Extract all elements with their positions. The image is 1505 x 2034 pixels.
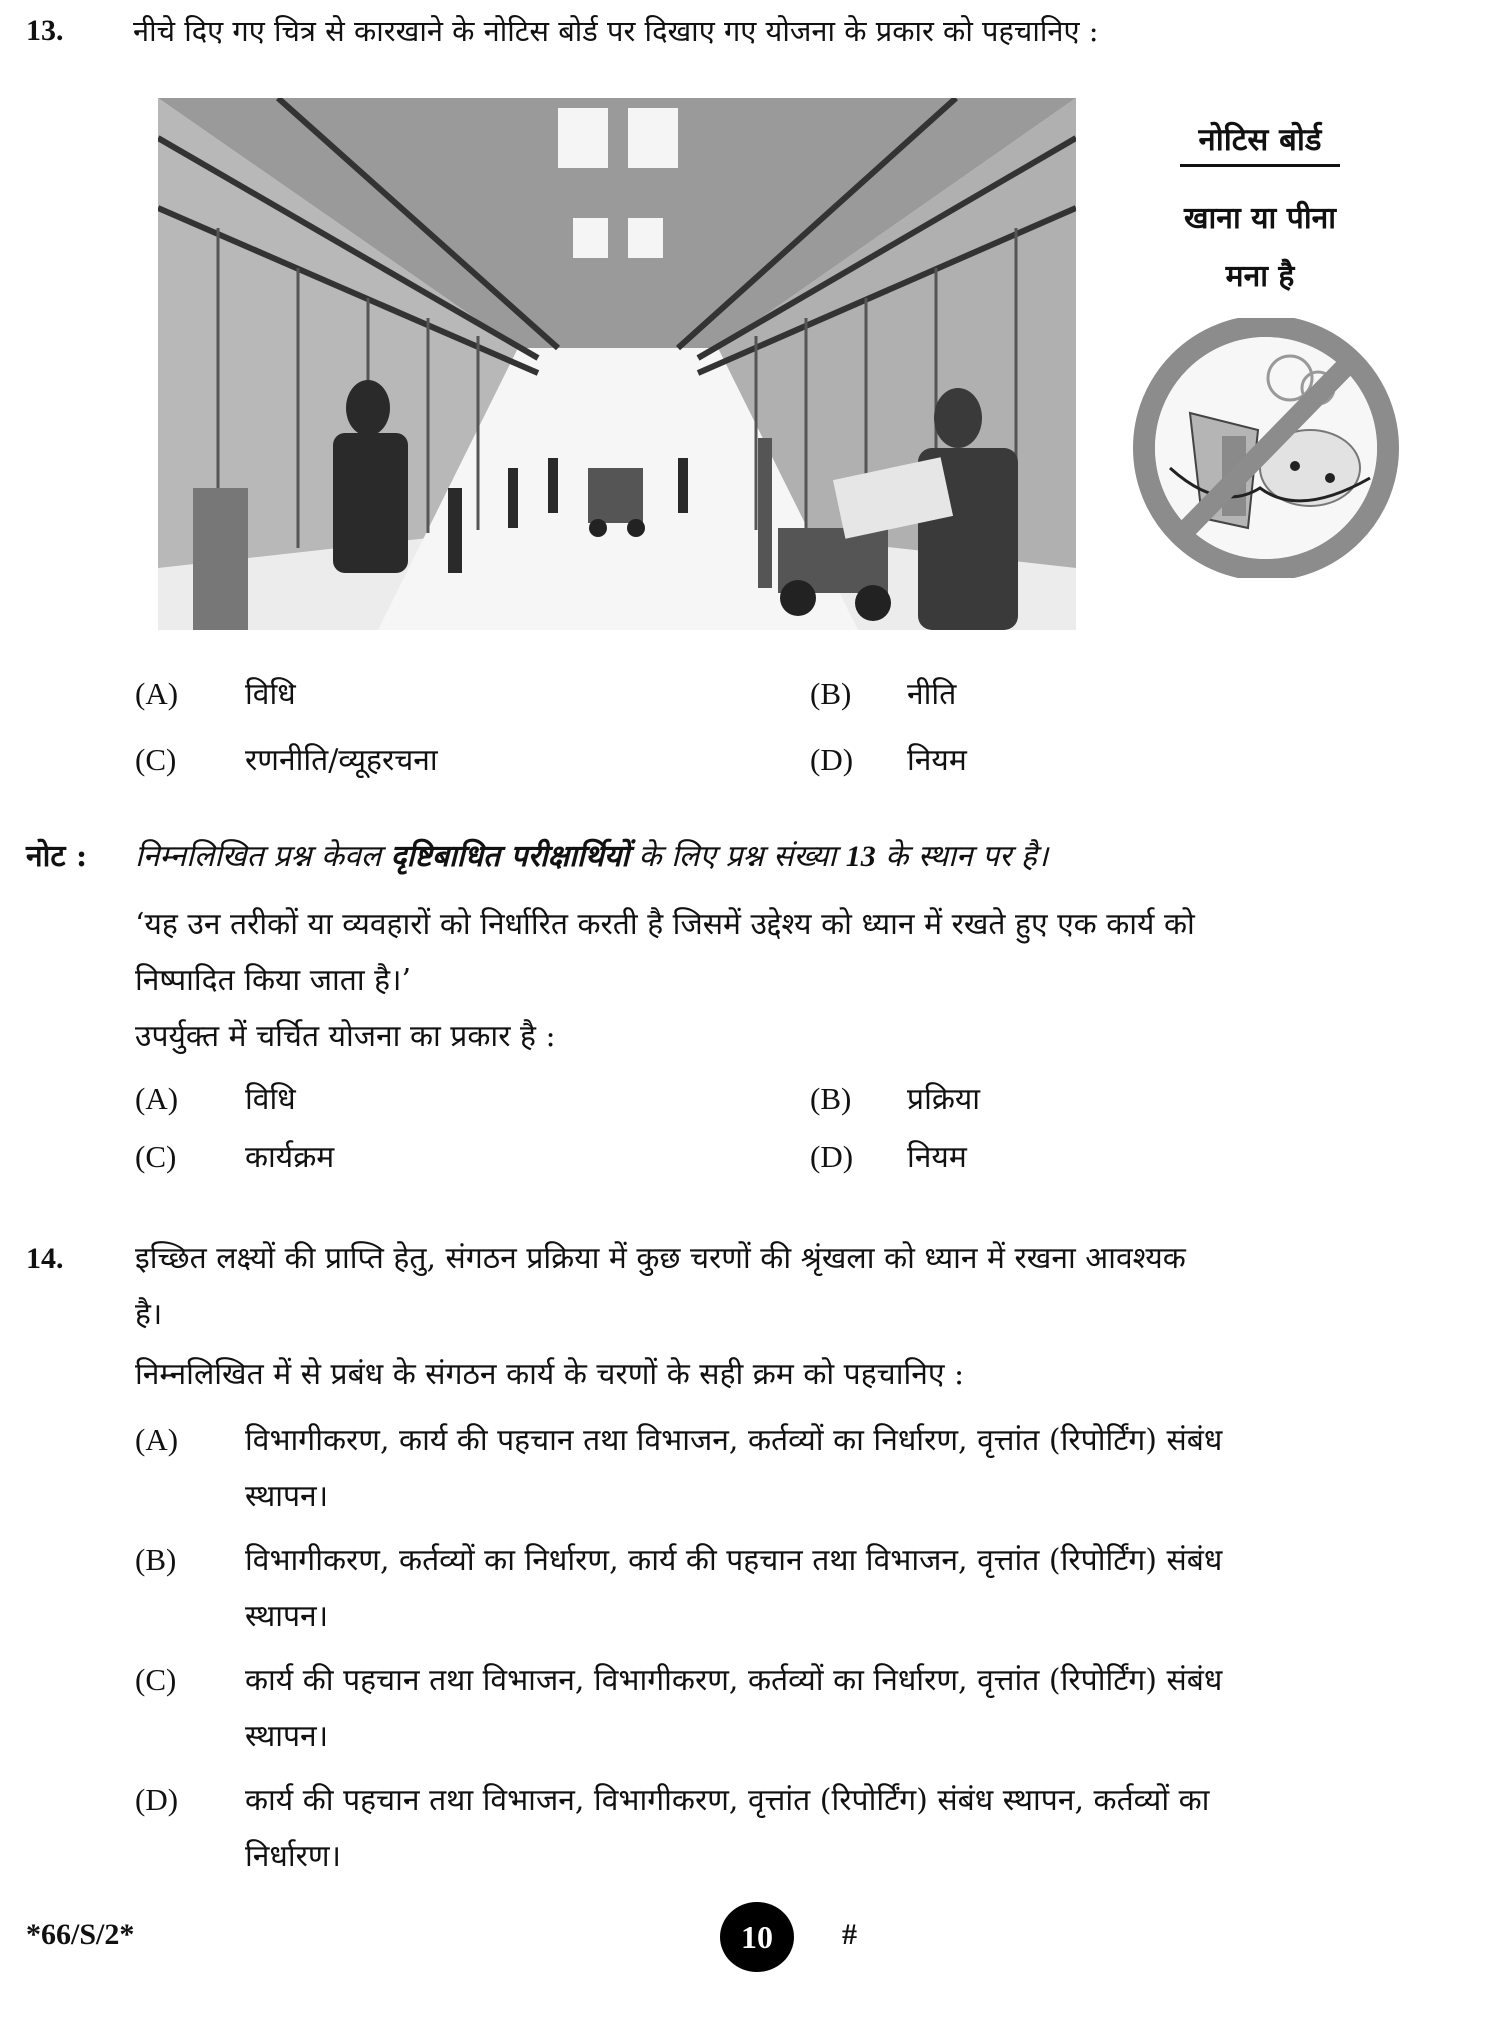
question-13-number: 13.: [26, 14, 64, 47]
note-quote-line-2: निष्पादित किया जाता है।’: [135, 963, 412, 998]
note-text-middle: के लिए प्रश्न संख्या: [629, 839, 846, 874]
question-14-prompt-line-3: निम्नलिखित में से प्रबंध के संगठन कार्य के चरणों के सही क्रम को पहचानिए :: [135, 1357, 965, 1392]
option-label: (C): [135, 1139, 177, 1174]
notice-board-title: नोटिस बोर्ड: [1180, 118, 1340, 167]
q13-option-a[interactable]: [135, 672, 296, 713]
paper-code: *66/S/2*: [26, 1918, 135, 1951]
note-text-after: के स्थान पर है।: [875, 839, 1049, 874]
option-label: (A): [135, 676, 179, 711]
question-14-prompt-line-1: इच्छित लक्ष्यों की प्राप्ति हेतु, संगठन प्रक्रिया में कुछ चरणों की श्रृंखला को ध्यान में रखना आवश्यक: [135, 1241, 1186, 1276]
option-text-line-2: स्थापन।: [245, 1599, 329, 1634]
q13-option-d[interactable]: [810, 738, 967, 779]
option-text-line-1: कार्य की पहचान तथा विभाजन, विभागीकरण, कर्तव्यों का निर्धारण, वृत्तांत (रिपोर्टिंग) संबंध: [245, 1663, 1223, 1698]
note-question-number: 13: [845, 840, 876, 873]
option-text: नियम: [907, 743, 967, 778]
option-text: रणनीति/व्यूहरचना: [245, 743, 438, 778]
option-text-line-2: स्थापन।: [245, 1479, 329, 1514]
note-text: [135, 834, 1048, 875]
option-label: (D): [810, 1139, 854, 1174]
note-option-b[interactable]: [810, 1077, 980, 1118]
no-food-or-drink-icon: [1130, 318, 1402, 578]
note-quote-line-1: ‘यह उन तरीकों या व्यवहारों को निर्धारित करती है जिसमें उद्देश्य को ध्यान में रखते हुए एक कार्य को: [135, 907, 1195, 942]
option-text-line-1: विभागीकरण, कार्य की पहचान तथा विभाजन, कर्तव्यों का निर्धारण, वृत्तांत (रिपोर्टिंग) संबंध: [245, 1423, 1223, 1458]
note-option-c[interactable]: [135, 1135, 334, 1176]
option-text: विधि: [245, 677, 296, 712]
question-14-number: 14.: [26, 1242, 64, 1275]
question-13-prompt: नीचे दिए गए चित्र से कारखाने के नोटिस बोर्ड पर दिखाए गए योजना के प्रकार को पहचानिए :: [133, 14, 1099, 48]
option-text: विधि: [245, 1082, 296, 1117]
factory-floor-image: [158, 98, 1076, 630]
factory-illustration: [158, 98, 1076, 630]
footer-hash-mark: #: [842, 1918, 857, 1951]
q13-option-b[interactable]: [810, 672, 956, 713]
option-label: (B): [810, 1081, 852, 1116]
option-label: (C): [135, 742, 177, 777]
notice-board-line-1: खाना या पीना: [1183, 201, 1337, 236]
option-text-line-2: स्थापन।: [245, 1719, 329, 1754]
option-label: (D): [135, 1782, 179, 1817]
option-text-line-1: विभागीकरण, कर्तव्यों का निर्धारण, कार्य की पहचान तथा विभाजन, वृत्तांत (रिपोर्टिंग) संबंध: [245, 1543, 1223, 1578]
page-number-badge: [720, 1902, 794, 1972]
note-label: नोट :: [26, 839, 88, 874]
option-text: नीति: [907, 677, 957, 712]
option-label: (C): [135, 1662, 177, 1697]
page-number: 10: [741, 1918, 773, 1955]
option-label: (A): [135, 1081, 179, 1116]
note-option-d[interactable]: [810, 1135, 967, 1176]
option-text: कार्यक्रम: [245, 1140, 335, 1175]
note-text-before: निम्नलिखित प्रश्न केवल: [135, 839, 391, 874]
option-label: (B): [810, 676, 852, 711]
option-label: (B): [135, 1542, 177, 1577]
note-prompt: उपर्युक्त में चर्चित योजना का प्रकार है :: [135, 1019, 556, 1054]
option-text-line-2: निर्धारण।: [245, 1839, 341, 1874]
q13-option-c[interactable]: [135, 738, 438, 779]
option-label: (D): [810, 742, 854, 777]
option-text: प्रक्रिया: [907, 1082, 981, 1117]
note-option-a[interactable]: [135, 1077, 296, 1118]
notice-board-line-2: मना है: [1225, 259, 1295, 294]
option-label: (A): [135, 1422, 179, 1457]
note-text-bold: दृष्टिबाधित परीक्षार्थियों: [390, 839, 630, 874]
question-14-prompt-line-2: है।: [135, 1297, 163, 1332]
option-text: नियम: [907, 1140, 967, 1175]
option-text-line-1: कार्य की पहचान तथा विभाजन, विभागीकरण, वृत्तांत (रिपोर्टिंग) संबंध स्थापन, कर्तव्यों का: [245, 1783, 1210, 1818]
